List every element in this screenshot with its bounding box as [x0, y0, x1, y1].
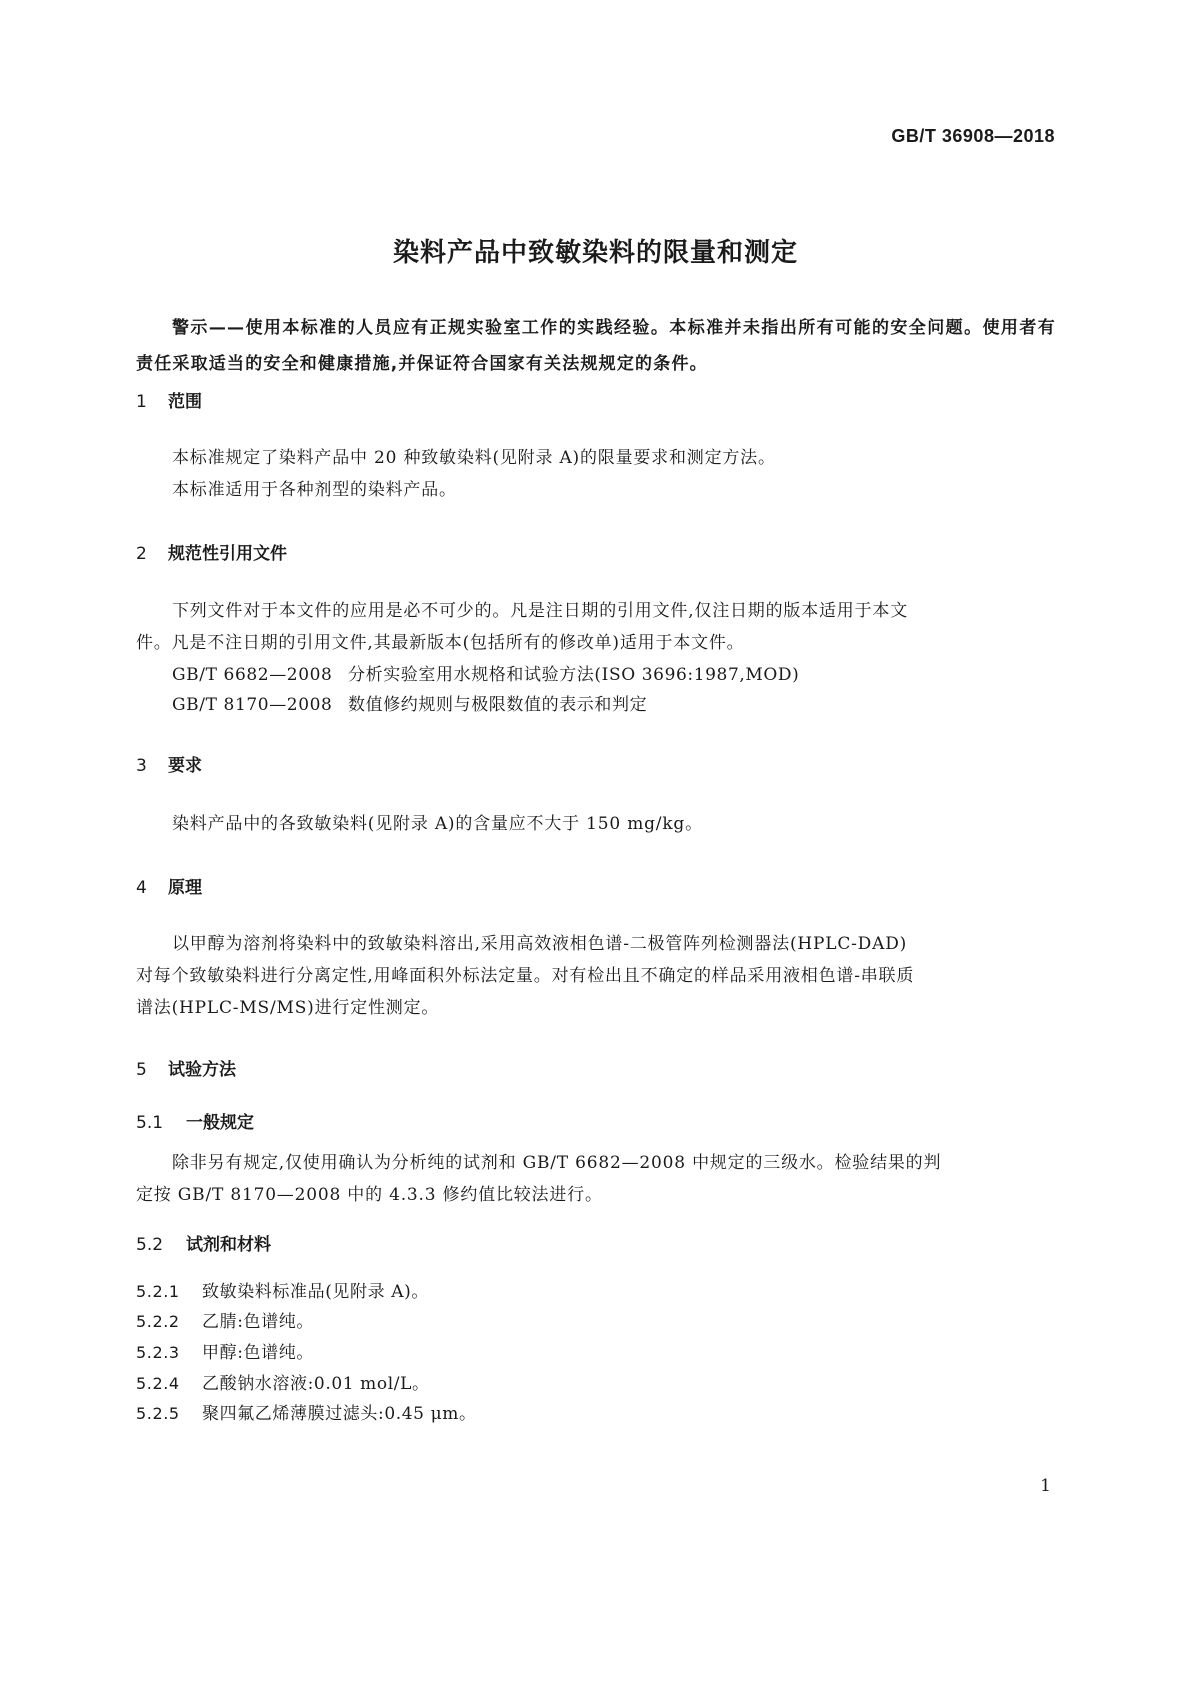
- section-heading-normative-references: [136, 539, 287, 564]
- section-number: 4: [136, 878, 147, 898]
- section-number: 1: [136, 392, 147, 412]
- subsection-title: 试剂和材料: [186, 1235, 271, 1255]
- reference-code: GB/T 6682—2008: [172, 665, 333, 685]
- reference-title: 分析实验室用水规格和试验方法(ISO 3696:1987,MOD): [348, 665, 800, 685]
- item-number: 5.2.2: [136, 1312, 180, 1331]
- paragraph-line: 定按 GB/T 8170—2008 中的 4.3.3 修约值比较法进行。: [136, 1185, 603, 1205]
- item-text: 甲醇:色谱纯。: [202, 1343, 314, 1363]
- subsection-heading-general: [136, 1108, 254, 1133]
- section-title: 要求: [168, 756, 202, 776]
- warning-paragraph: 警示——使用本标准的人员应有正规实验室工作的实践经验。本标准并未指出所有可能的安全问题。使用者有责任采取适当的安全和健康措施,并保证符合国家有关法规规定的条件。: [136, 318, 1056, 374]
- section-title: 原理: [168, 878, 202, 898]
- reference-item: [172, 660, 799, 685]
- reference-code: GB/T 8170—2008: [172, 695, 333, 715]
- section-heading-principle: [136, 873, 202, 898]
- item-text: 聚四氟乙烯薄膜过滤头:0.45 μm。: [202, 1404, 477, 1424]
- references-paragraph: [136, 595, 1056, 659]
- paragraph-line: 除非另有规定,仅使用确认为分析纯的试剂和 GB/T 6682—2008 中规定的三级水。检验结果的判: [172, 1153, 942, 1173]
- item-number: 5.2.1: [136, 1282, 180, 1301]
- reagent-item: [136, 1369, 430, 1394]
- document-title: 染料产品中致敏染料的限量和测定: [392, 238, 798, 268]
- paragraph-line: 染料产品中的各致敏染料(见附录 A)的含量应不大于 150 mg/kg。: [172, 814, 703, 834]
- paragraph-line: 本标准适用于各种剂型的染料产品。: [172, 480, 457, 500]
- standard-code: GB/T 36908—2018: [891, 126, 1055, 146]
- item-text: 乙腈:色谱纯。: [202, 1312, 314, 1332]
- reagent-item: [136, 1307, 314, 1332]
- subsection-number: 5.2: [136, 1235, 164, 1255]
- section-number: 3: [136, 756, 147, 776]
- section-title: 范围: [168, 392, 202, 412]
- paragraph-line: 以甲醇为溶剂将染料中的致敏染料溶出,采用高效液相色谱-二极管阵列检测器法(HPLC-DAD): [172, 934, 908, 954]
- requirements-paragraph: [136, 808, 1056, 840]
- section-heading-test-method: [136, 1055, 236, 1080]
- paragraph-line: 下列文件对于本文件的应用是必不可少的。凡是注日期的引用文件,仅注日期的版本适用于本文: [172, 601, 909, 621]
- principle-paragraph: [136, 928, 1056, 1024]
- item-number: 5.2.5: [136, 1404, 180, 1423]
- scope-paragraph: [136, 442, 1056, 506]
- paragraph-line: 本标准规定了染料产品中 20 种致敏染料(见附录 A)的限量要求和测定方法。: [172, 448, 776, 468]
- section-heading-requirements: [136, 751, 202, 776]
- item-number: 5.2.3: [136, 1343, 180, 1362]
- paragraph-line: 谱法(HPLC-MS/MS)进行定性测定。: [136, 998, 440, 1018]
- section-number: 5: [136, 1060, 147, 1080]
- section-title: 试验方法: [168, 1060, 236, 1080]
- reagent-item: [136, 1277, 429, 1302]
- reference-title: 数值修约规则与极限数值的表示和判定: [348, 695, 648, 715]
- subsection-number: 5.1: [136, 1113, 164, 1133]
- reagent-item: [136, 1399, 477, 1424]
- reagent-item: [136, 1338, 314, 1363]
- item-text: 乙酸钠水溶液:0.01 mol/L。: [202, 1374, 430, 1394]
- subsection-title: 一般规定: [186, 1113, 254, 1133]
- subsection-heading-reagents: [136, 1230, 271, 1255]
- reference-item: [172, 690, 647, 715]
- page-number: 1: [1040, 1476, 1051, 1496]
- general-paragraph: [136, 1147, 1056, 1211]
- section-number: 2: [136, 544, 147, 564]
- section-heading-scope: [136, 387, 202, 412]
- paragraph-line: 件。凡是不注日期的引用文件,其最新版本(包括所有的修改单)适用于本文件。: [136, 633, 745, 653]
- section-title: 规范性引用文件: [168, 544, 287, 564]
- paragraph-line: 对每个致敏染料进行分离定性,用峰面积外标法定量。对有检出且不确定的样品采用液相色谱-串联质: [136, 966, 915, 986]
- item-number: 5.2.4: [136, 1374, 180, 1393]
- item-text: 致敏染料标准品(见附录 A)。: [202, 1282, 429, 1302]
